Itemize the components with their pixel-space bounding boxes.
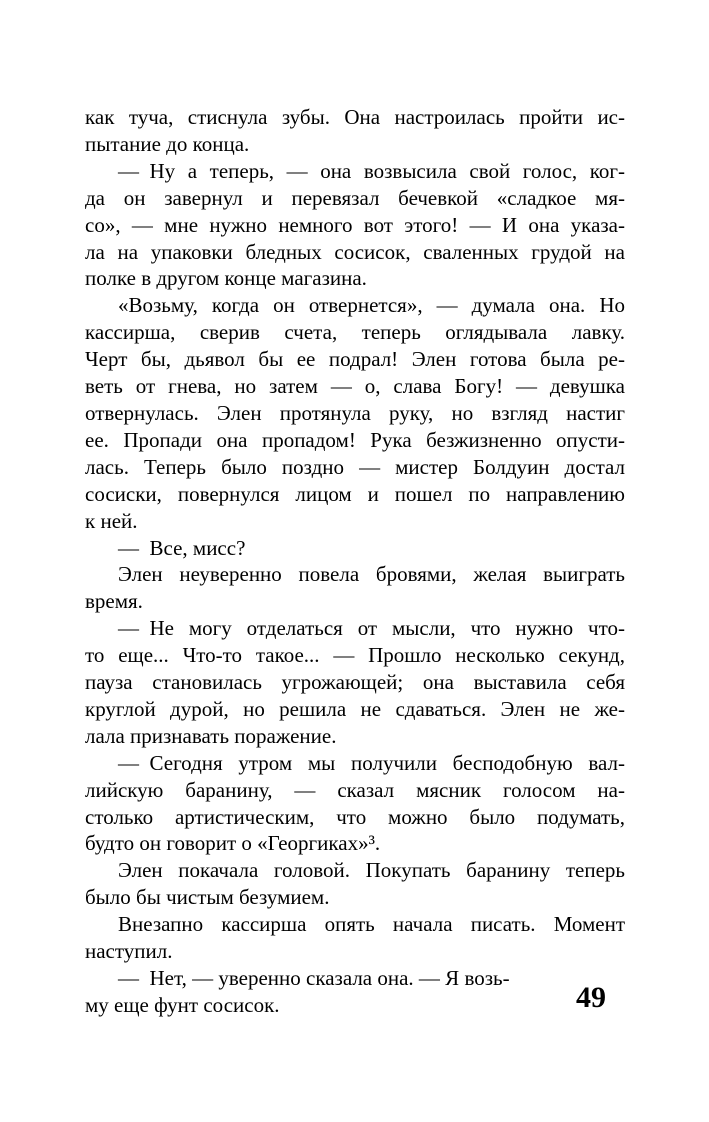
page-number: 49 [576,981,606,1014]
text-line: со», — мне нужно немного вот этого! — И она указа- [85,212,625,237]
text-line: Черт бы, дьявол бы ее подрал! Элен готова была ре- [85,347,625,372]
text-line: лала признавать поражение. [85,723,337,748]
text-line: отвернулась. Элен протянула руку, но взгляд настиг [85,400,625,425]
text-line: ее. Пропади она пропадом! Рука безжизненно опусти- [85,427,625,452]
text-line: лась. Теперь было поздно — мистер Болдуин достал [85,454,625,479]
paragraph [85,750,625,858]
text-line: — Сегодня утром мы получили бесподобную вал- [118,750,625,775]
paragraph [85,292,625,534]
paragraph [85,911,625,965]
text-line: пауза становилась угрожающей; она выставила себя [85,670,625,695]
text-line: как туча, стиснула зубы. Она настроилась пройти ис- [85,105,625,129]
text-line: — Нет, — уверенно сказала она. — Я возь- [118,966,510,990]
text-line: му еще фунт сосисок. [85,992,280,1017]
paragraph [85,857,625,911]
text-line: Элен покачала головой. Покупать баранину теперь [118,858,625,883]
text-line: — Не могу отделаться от мысли, что нужно что- [118,616,625,641]
text-line: Элен неуверенно повела бровями, желая выиграть [118,562,625,587]
text-line: столько артистическим, что можно было подумать, [85,804,625,829]
paragraph [85,535,625,562]
text-line: было бы чистым безумием. [85,885,330,910]
text-line: кассирша, сверив счета, теперь оглядывала лавку. [85,320,625,345]
paragraph [85,561,625,615]
text-line: круглой дурой, но решила не сдаваться. Элен не же- [85,696,625,721]
text-line: полке в другом конце магазина. [85,266,367,291]
text-line: Внезапно кассирша опять начала писать. Момент [118,912,625,937]
text-line: — Ну а теперь, — она возвысила свой голос, ког- [118,158,625,183]
text-line: да он завернул и перевязал бечевкой «сладкое мя- [85,185,625,210]
paragraph [85,104,625,158]
paragraph [85,615,625,750]
text-line: «Возьму, когда он отвернется», — думала она. Но [118,293,625,318]
paragraph [85,965,625,1019]
text-line: время. [85,589,143,614]
paragraph [85,158,625,293]
text-line: лийскую баранину, — сказал мясник голосом на- [85,777,625,802]
text-line: веть от гнева, но затем — о, слава Богу! — девушка [85,374,625,399]
text-line: будто он говорит о «Георгиках»³. [85,831,381,856]
text-line: наступил. [85,939,173,964]
text-line: к ней. [85,508,138,533]
text-line: то еще... Что-то такое... — Прошло несколько секунд, [85,643,625,668]
page-text-block [85,104,625,1019]
text-line: сосиски, повернулся лицом и пошел по направлению [85,481,625,506]
text-line: ла на упаковки бледных сосисок, сваленных грудой на [85,239,625,264]
text-line: — Все, мисс? [118,535,246,560]
text-line: пытание до конца. [85,131,250,156]
